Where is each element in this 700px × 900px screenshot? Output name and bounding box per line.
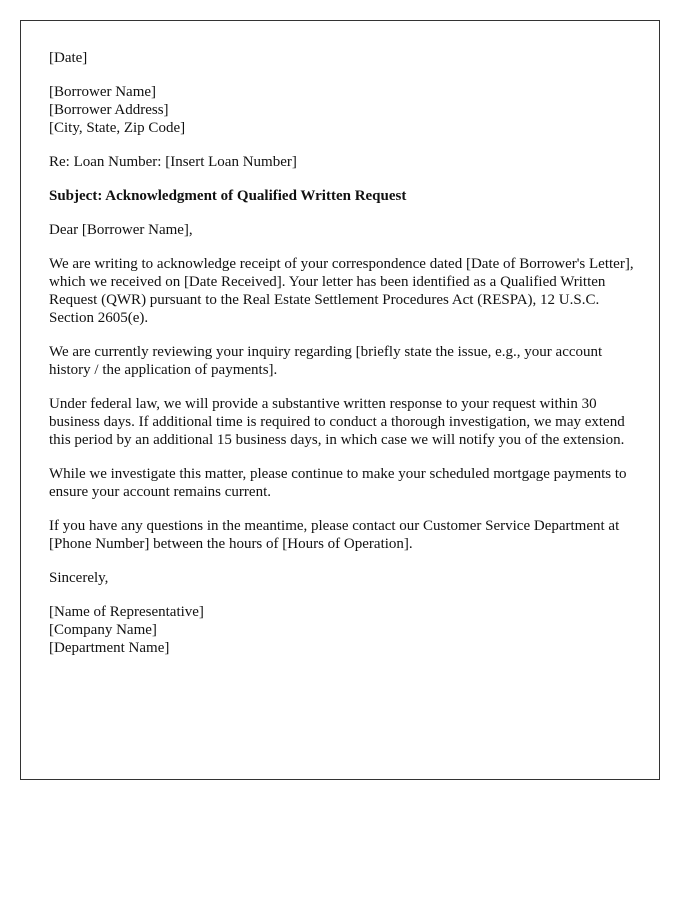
paragraph-acknowledgment: We are writing to acknowledge receipt of your correspondence dated [Date of Borrower's Letter], which we received on [Date Received]. Your letter has been identified as a Qualified Written Request (QWR) pursuant to the Real Estate Settlement Procedures Act (RESPA), 12 U.S.C. Section 2605(e). <box>49 256 634 326</box>
letter-subject: Subject: Acknowledgment of Qualified Written Request <box>49 188 407 204</box>
loan-reference: Re: Loan Number: [Insert Loan Number] <box>49 154 297 170</box>
body-paragraph <box>49 395 639 449</box>
recipient-name: [Borrower Name] <box>49 84 157 100</box>
paragraph-contact: If you have any questions in the meantime, please contact our Customer Service Department at [Phone Number] between the hours of [Hours of Operation]. <box>49 518 620 552</box>
closing-block <box>49 569 639 587</box>
recipient-address: [Borrower Address] <box>49 102 169 118</box>
subject-block <box>49 187 639 205</box>
body-paragraph <box>49 517 639 553</box>
letter-content <box>49 49 639 673</box>
body-paragraph <box>49 465 639 501</box>
department-name: [Department Name] <box>49 640 170 656</box>
salutation: Dear [Borrower Name], <box>49 222 193 238</box>
letter-frame <box>20 20 660 780</box>
paragraph-federal-law: Under federal law, we will provide a substantive written response to your request within 30 business days. If additional time is required to conduct a thorough investigation, we may extend this period by an additional 15 business days, in which case we will notify you of the extension. <box>49 396 625 448</box>
closing: Sincerely, <box>49 570 109 586</box>
reference-block <box>49 153 639 171</box>
signature-block <box>49 603 639 657</box>
body-paragraph <box>49 255 639 327</box>
paragraph-review: We are currently reviewing your inquiry regarding [briefly state the issue, e.g., your account history / the application of payments]. <box>49 344 603 378</box>
recipient-city-state-zip: [City, State, Zip Code] <box>49 120 186 136</box>
letter-date: [Date] <box>49 50 88 66</box>
salutation-block <box>49 221 639 239</box>
recipient-address-block <box>49 83 639 137</box>
body-paragraph <box>49 343 639 379</box>
paragraph-payments: While we investigate this matter, please continue to make your scheduled mortgage payments to ensure your account remains current. <box>49 466 627 500</box>
date-block <box>49 49 639 67</box>
company-name: [Company Name] <box>49 622 157 638</box>
representative-name: [Name of Representative] <box>49 604 204 620</box>
